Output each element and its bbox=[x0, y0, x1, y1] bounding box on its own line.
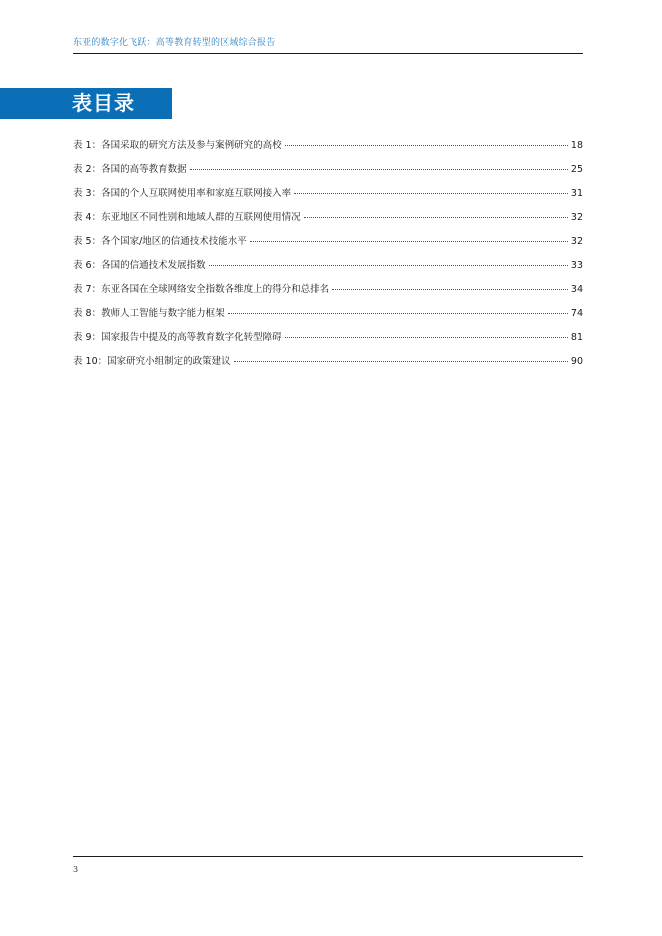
toc-dot-leader bbox=[250, 241, 568, 242]
page-number: 3 bbox=[73, 865, 79, 874]
toc-entry-page: 33 bbox=[570, 260, 583, 271]
toc-entry[interactable] bbox=[73, 258, 583, 282]
running-header: 东亚的数字化飞跃：高等教育转型的区域综合报告 bbox=[73, 38, 276, 48]
toc-entry-page: 90 bbox=[570, 356, 583, 367]
toc-entry-page: 32 bbox=[570, 212, 583, 223]
toc-dot-leader bbox=[332, 289, 568, 290]
toc-entry[interactable] bbox=[73, 138, 583, 162]
toc-entry-page: 31 bbox=[570, 188, 583, 199]
table-of-tables bbox=[73, 138, 583, 378]
toc-entry-page: 74 bbox=[570, 308, 583, 319]
toc-dot-leader bbox=[209, 265, 568, 266]
toc-entry[interactable] bbox=[73, 186, 583, 210]
toc-entry-label: 表 10：国家研究小组制定的政策建议 bbox=[73, 356, 231, 367]
toc-dot-leader bbox=[228, 313, 568, 314]
toc-entry[interactable] bbox=[73, 282, 583, 306]
toc-entry-label: 表 2：各国的高等教育数据 bbox=[73, 164, 187, 175]
toc-dot-leader bbox=[285, 337, 568, 338]
footer-divider bbox=[73, 856, 583, 857]
toc-dot-leader bbox=[285, 145, 568, 146]
toc-entry[interactable] bbox=[73, 162, 583, 186]
toc-entry[interactable] bbox=[73, 234, 583, 258]
toc-entry-page: 32 bbox=[570, 236, 583, 247]
toc-dot-leader bbox=[234, 361, 568, 362]
toc-entry-label: 表 8：教师人工智能与数字能力框架 bbox=[73, 308, 225, 319]
toc-dot-leader bbox=[190, 169, 568, 170]
section-title-banner bbox=[0, 88, 172, 119]
header-divider bbox=[73, 53, 583, 54]
toc-entry[interactable] bbox=[73, 306, 583, 330]
toc-dot-leader bbox=[304, 217, 568, 218]
toc-entry[interactable] bbox=[73, 210, 583, 234]
toc-entry-label: 表 4：东亚地区不同性别和地域人群的互联网使用情况 bbox=[73, 212, 301, 223]
toc-entry-label: 表 5：各个国家/地区的信通技术技能水平 bbox=[73, 236, 247, 247]
toc-entry-page: 81 bbox=[570, 332, 583, 343]
toc-entry-page: 34 bbox=[570, 284, 583, 295]
toc-entry-label: 表 1：各国采取的研究方法及参与案例研究的高校 bbox=[73, 140, 282, 151]
section-title: 表目录 bbox=[72, 91, 135, 115]
toc-entry[interactable] bbox=[73, 354, 583, 378]
toc-entry-label: 表 3：各国的个人互联网使用率和家庭互联网接入率 bbox=[73, 188, 292, 199]
toc-entry-page: 25 bbox=[570, 164, 583, 175]
toc-entry-page: 18 bbox=[570, 140, 583, 151]
toc-dot-leader bbox=[294, 193, 568, 194]
toc-entry-label: 表 7：东亚各国在全球网络安全指数各维度上的得分和总排名 bbox=[73, 284, 330, 295]
toc-entry-label: 表 9：国家报告中提及的高等教育数字化转型障碍 bbox=[73, 332, 282, 343]
toc-entry[interactable] bbox=[73, 330, 583, 354]
toc-entry-label: 表 6：各国的信通技术发展指数 bbox=[73, 260, 206, 271]
